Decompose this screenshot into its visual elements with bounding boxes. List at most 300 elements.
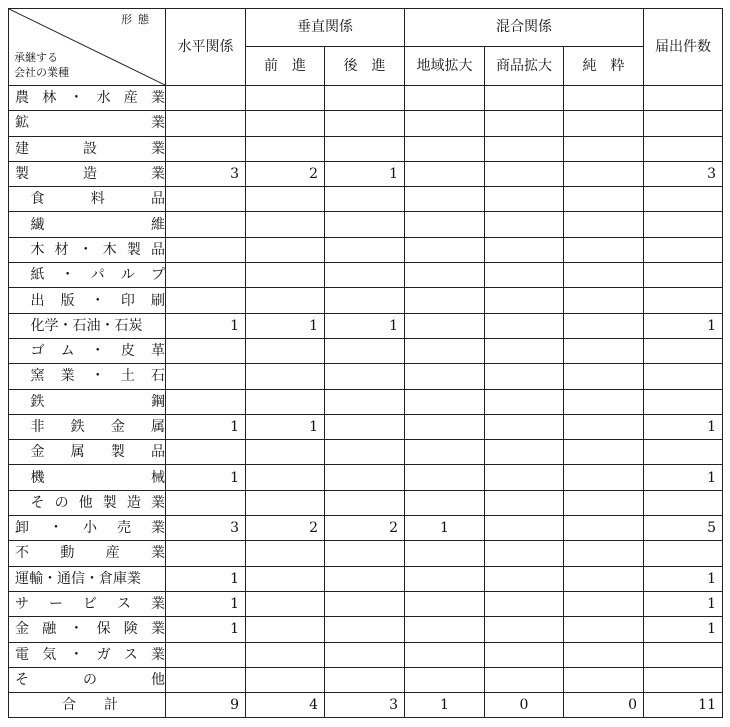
industry-cell <box>9 111 166 136</box>
table-row <box>9 364 723 389</box>
indent-cell <box>9 389 25 414</box>
industry-cell <box>25 490 166 515</box>
industry-label-char: ム <box>60 343 75 360</box>
industry-label-char: 械 <box>151 469 165 486</box>
value-cell <box>564 617 644 642</box>
value-cell <box>405 440 485 465</box>
value-cell <box>644 642 723 667</box>
industry-label-char: 険 <box>123 621 138 638</box>
total-value-cell: 0 <box>485 693 564 718</box>
value-cell <box>166 136 246 161</box>
table-row <box>9 591 723 616</box>
value-cell: 2 <box>246 516 325 541</box>
industry-label <box>31 218 166 232</box>
table-row <box>9 617 723 642</box>
merger-type-table <box>8 8 723 718</box>
value-cell <box>166 187 246 212</box>
industry-label-char: ビ <box>83 596 97 613</box>
header-pure: 純 粋 <box>564 46 644 85</box>
value-cell <box>246 263 325 288</box>
industry-label-char: 機 <box>30 469 45 486</box>
industry-label-char: 製 <box>110 444 125 461</box>
total-value-cell: 4 <box>246 693 325 718</box>
header-horizontal: 水平関係 <box>166 9 246 86</box>
industry-label-char: 刷 <box>151 292 165 309</box>
value-cell <box>564 591 644 616</box>
value-cell <box>246 541 325 566</box>
industry-label-char: ・ <box>69 646 84 663</box>
industry-cell <box>9 566 166 591</box>
value-cell <box>485 440 564 465</box>
industry-cell <box>25 389 166 414</box>
industry-label-char: ・ <box>90 368 105 385</box>
value-cell: 1 <box>644 465 723 490</box>
value-cell <box>166 263 246 288</box>
industry-label <box>15 116 165 130</box>
value-cell <box>564 86 644 111</box>
industry-label-char: 売 <box>117 520 131 537</box>
industry-label-char: 気 <box>42 646 57 663</box>
industry-label-char: 業 <box>150 621 165 638</box>
value-cell: 2 <box>246 161 325 186</box>
value-cell <box>564 667 644 692</box>
table-row <box>9 541 723 566</box>
industry-label-char: 属 <box>70 444 85 461</box>
value-cell <box>246 237 325 262</box>
value-cell <box>325 414 405 439</box>
industry-label-char: 融 <box>42 621 57 638</box>
industry-cell <box>9 642 166 667</box>
value-cell <box>325 364 405 389</box>
value-cell: 1 <box>405 516 485 541</box>
value-cell: 1 <box>166 617 246 642</box>
industry-label <box>15 622 165 636</box>
industry-label-char: ・ <box>90 292 105 309</box>
value-cell: 2 <box>325 516 405 541</box>
table-row <box>9 86 723 111</box>
value-cell: 1 <box>166 591 246 616</box>
indent-cell <box>9 263 25 288</box>
industry-label-char: 産 <box>123 90 138 107</box>
value-cell <box>485 642 564 667</box>
value-cell <box>246 490 325 515</box>
industry-cell <box>25 263 166 288</box>
industry-label-char: 革 <box>151 343 165 360</box>
value-cell <box>485 161 564 186</box>
value-cell: 1 <box>246 313 325 338</box>
value-cell <box>485 541 564 566</box>
industry-label-char: そ <box>30 494 45 511</box>
value-cell <box>166 490 246 515</box>
industry-cell <box>25 338 166 363</box>
industry-label-char: 他 <box>78 494 93 511</box>
value-cell: 1 <box>644 591 723 616</box>
industry-label <box>15 597 165 611</box>
value-cell <box>485 313 564 338</box>
value-cell <box>405 161 485 186</box>
industry-label-char: 石 <box>151 368 165 385</box>
industry-label-char: 金 <box>30 444 45 461</box>
value-cell <box>405 212 485 237</box>
value-cell <box>166 338 246 363</box>
industry-label-char: 電 <box>15 646 29 663</box>
industry-label-char: 卸 <box>15 520 29 537</box>
value-cell <box>485 389 564 414</box>
industry-cell <box>9 617 166 642</box>
value-cell <box>166 642 246 667</box>
corner-label-industry <box>14 50 69 80</box>
value-cell <box>405 111 485 136</box>
value-cell <box>405 566 485 591</box>
value-cell <box>166 667 246 692</box>
industry-label-char: 土 <box>120 368 135 385</box>
value-cell <box>246 389 325 414</box>
industry-label-char: ・ <box>90 343 105 360</box>
value-cell <box>166 237 246 262</box>
industry-label-char: 紙 <box>30 267 45 284</box>
corner-label-industry-line2: 会社の業種 <box>14 66 69 79</box>
industry-label-char: ゴ <box>30 343 45 360</box>
industry-label-char: 品 <box>151 191 165 208</box>
industry-label-char: 運輸・通信・倉庫業 <box>15 570 141 587</box>
industry-label-char: ・ <box>49 520 63 537</box>
value-cell <box>246 667 325 692</box>
table-row <box>9 288 723 313</box>
industry-label-char: 業 <box>151 520 165 537</box>
industry-label-char: 維 <box>151 216 165 233</box>
value-cell <box>564 313 644 338</box>
total-value-cell: 1 <box>405 693 485 718</box>
value-cell <box>644 364 723 389</box>
header-vertical-group: 垂直関係 <box>246 9 405 47</box>
value-cell <box>485 490 564 515</box>
value-cell: 1 <box>644 313 723 338</box>
value-cell <box>325 237 405 262</box>
industry-label-char: ス <box>117 596 131 613</box>
table-row <box>9 667 723 692</box>
value-cell <box>325 440 405 465</box>
value-cell <box>405 541 485 566</box>
industry-label-char: 金 <box>110 419 125 435</box>
industry-label-char: 動 <box>60 545 75 562</box>
header-product-expansion: 商品拡大 <box>485 46 564 85</box>
table-row <box>9 187 723 212</box>
value-cell <box>166 541 246 566</box>
table-row <box>9 237 723 262</box>
value-cell <box>325 263 405 288</box>
industry-label-char: 業 <box>60 368 75 385</box>
value-cell: 5 <box>644 516 723 541</box>
value-cell <box>405 237 485 262</box>
value-cell <box>485 617 564 642</box>
indent-cell <box>9 212 25 237</box>
table-row <box>9 161 723 186</box>
value-cell <box>564 187 644 212</box>
value-cell <box>405 263 485 288</box>
corner-header-cell <box>9 9 166 86</box>
value-cell <box>325 490 405 515</box>
industry-label-char: 保 <box>96 621 111 638</box>
total-row <box>9 693 723 718</box>
industry-label <box>15 572 165 586</box>
industry-label <box>15 648 165 662</box>
value-cell <box>325 86 405 111</box>
value-cell <box>405 313 485 338</box>
value-cell <box>405 86 485 111</box>
indent-cell <box>9 338 25 363</box>
value-cell <box>564 440 644 465</box>
value-cell <box>644 86 723 111</box>
table-row <box>9 136 723 161</box>
value-cell <box>246 364 325 389</box>
value-cell <box>564 364 644 389</box>
industry-label-char: 合 <box>62 697 76 714</box>
industry-label-char: 設 <box>83 140 97 157</box>
value-cell <box>644 541 723 566</box>
value-cell <box>564 338 644 363</box>
value-cell <box>325 187 405 212</box>
industry-label-char: 業 <box>150 90 165 107</box>
industry-label-char: ・ <box>69 90 84 107</box>
industry-label-char: 水 <box>96 90 111 107</box>
industry-label-char: ー <box>49 596 63 613</box>
table-row <box>9 111 723 136</box>
value-cell <box>405 465 485 490</box>
industry-label <box>31 369 166 383</box>
industry-label-char: ・ <box>69 621 84 638</box>
industry-label-char: ガ <box>96 646 111 663</box>
total-value-cell: 0 <box>564 693 644 718</box>
value-cell <box>485 237 564 262</box>
value-cell <box>644 111 723 136</box>
value-cell <box>405 617 485 642</box>
header-filing-count: 届出件数 <box>644 9 723 86</box>
industry-label <box>31 294 166 308</box>
industry-label <box>31 268 166 282</box>
value-cell <box>166 364 246 389</box>
industry-label-char: 鉱 <box>15 115 29 132</box>
table-row <box>9 465 723 490</box>
industry-label-char: 金 <box>15 621 29 638</box>
value-cell <box>644 288 723 313</box>
indent-cell <box>9 364 25 389</box>
indent-cell <box>9 187 25 212</box>
industry-label <box>31 445 166 459</box>
value-cell <box>564 263 644 288</box>
value-cell <box>485 212 564 237</box>
value-cell <box>644 389 723 414</box>
value-cell <box>246 212 325 237</box>
table-row <box>9 313 723 338</box>
industry-label-char: 料 <box>90 191 105 208</box>
value-cell <box>246 338 325 363</box>
value-cell <box>246 86 325 111</box>
industry-label-char: 鋼 <box>151 393 165 410</box>
value-cell: 1 <box>644 414 723 439</box>
value-cell <box>405 667 485 692</box>
industry-label-char: 林 <box>42 90 57 107</box>
value-cell <box>405 591 485 616</box>
value-cell <box>405 338 485 363</box>
industry-label <box>15 91 165 105</box>
industry-label-char: 印 <box>120 292 135 309</box>
value-cell <box>166 111 246 136</box>
value-cell <box>485 338 564 363</box>
industry-label-char: 食 <box>30 191 45 208</box>
header-region-expansion: 地域拡大 <box>405 46 485 85</box>
value-cell: 1 <box>644 566 723 591</box>
value-cell <box>405 389 485 414</box>
industry-label-char: 非 <box>30 419 45 435</box>
value-cell <box>405 136 485 161</box>
industry-label <box>31 471 166 485</box>
header-mixed-group: 混合関係 <box>405 9 644 47</box>
industry-label-char: 業 <box>151 115 165 132</box>
industry-label-char: 造 <box>83 166 97 183</box>
value-cell <box>325 642 405 667</box>
industry-cell <box>9 541 166 566</box>
value-cell: 1 <box>325 313 405 338</box>
value-cell <box>564 136 644 161</box>
industry-label-char: 版 <box>60 292 75 309</box>
value-cell <box>564 642 644 667</box>
indent-cell <box>9 237 25 262</box>
indent-cell <box>9 440 25 465</box>
value-cell: 1 <box>166 566 246 591</box>
value-cell <box>246 288 325 313</box>
value-cell <box>166 389 246 414</box>
industry-cell <box>25 465 166 490</box>
industry-label-char: そ <box>15 671 29 688</box>
table-row <box>9 414 723 439</box>
industry-label-char: 属 <box>150 419 165 435</box>
value-cell <box>166 86 246 111</box>
value-cell: 1 <box>325 161 405 186</box>
value-cell <box>564 212 644 237</box>
value-cell: 1 <box>166 313 246 338</box>
table-row <box>9 516 723 541</box>
value-cell <box>485 111 564 136</box>
value-cell <box>246 566 325 591</box>
value-cell <box>485 566 564 591</box>
value-cell <box>644 263 723 288</box>
value-cell <box>564 516 644 541</box>
industry-label-char: プ <box>151 267 165 284</box>
value-cell <box>325 389 405 414</box>
value-cell <box>564 161 644 186</box>
value-cell <box>485 591 564 616</box>
industry-cell <box>9 161 166 186</box>
value-cell <box>246 187 325 212</box>
industry-cell <box>25 212 166 237</box>
value-cell <box>325 566 405 591</box>
industry-label <box>31 192 166 206</box>
industry-cell <box>25 414 166 439</box>
indent-cell <box>9 288 25 313</box>
value-cell <box>564 490 644 515</box>
value-cell <box>485 136 564 161</box>
industry-label-char: 建 <box>15 140 29 157</box>
industry-label-char: ス <box>123 646 138 663</box>
value-cell <box>405 364 485 389</box>
value-cell <box>405 414 485 439</box>
industry-cell <box>9 591 166 616</box>
value-cell <box>644 440 723 465</box>
industry-label-char: 計 <box>104 697 118 714</box>
value-cell <box>564 566 644 591</box>
total-value-cell: 3 <box>325 693 405 718</box>
value-cell <box>564 389 644 414</box>
table-row <box>9 263 723 288</box>
value-cell <box>485 516 564 541</box>
value-cell: 1 <box>166 414 246 439</box>
industry-label <box>15 167 165 181</box>
corner-label-industry-line1: 承継する <box>14 51 58 64</box>
header-forward: 前 進 <box>246 46 325 85</box>
industry-label-char: 材 <box>54 241 69 258</box>
industry-label-char: 品 <box>150 444 165 461</box>
value-cell <box>485 263 564 288</box>
industry-label-char: 品 <box>150 241 165 258</box>
value-cell <box>485 364 564 389</box>
industry-label-char: 造 <box>126 494 141 511</box>
value-cell <box>166 440 246 465</box>
industry-label <box>31 319 166 333</box>
industry-label-char: 他 <box>151 671 165 688</box>
industry-label-char: 業 <box>150 494 165 511</box>
value-cell <box>644 212 723 237</box>
value-cell <box>485 288 564 313</box>
industry-label <box>31 496 166 510</box>
value-cell <box>246 465 325 490</box>
value-cell <box>246 591 325 616</box>
value-cell <box>325 111 405 136</box>
industry-label-char: 業 <box>151 140 165 157</box>
industry-cell <box>9 136 166 161</box>
industry-label-char: 鉄 <box>70 419 85 435</box>
industry-label-char: 農 <box>15 90 29 107</box>
industry-cell <box>9 86 166 111</box>
industry-label-char: 皮 <box>120 343 135 360</box>
industry-label-char: の <box>54 494 69 511</box>
indent-cell <box>9 465 25 490</box>
industry-cell <box>25 288 166 313</box>
industry-label <box>15 521 165 535</box>
value-cell <box>325 667 405 692</box>
industry-label <box>31 243 166 257</box>
value-cell <box>246 440 325 465</box>
industry-label <box>31 344 166 358</box>
value-cell <box>485 667 564 692</box>
header-backward: 後 進 <box>325 46 405 85</box>
industry-label-char: 製 <box>102 494 117 511</box>
value-cell: 1 <box>644 617 723 642</box>
industry-label-char: 産 <box>105 545 120 562</box>
total-label-cell <box>9 693 166 718</box>
industry-label-char: 出 <box>30 292 45 309</box>
total-value-cell: 9 <box>166 693 246 718</box>
industry-label-char: サ <box>15 596 29 613</box>
industry-label <box>15 673 165 687</box>
industry-label-char: 業 <box>151 596 165 613</box>
industry-label-char: 鉄 <box>30 393 45 410</box>
industry-label-char: 不 <box>15 545 29 562</box>
value-cell <box>485 86 564 111</box>
value-cell <box>485 187 564 212</box>
value-cell <box>405 642 485 667</box>
value-cell: 3 <box>644 161 723 186</box>
industry-label-char: 木 <box>102 241 117 258</box>
